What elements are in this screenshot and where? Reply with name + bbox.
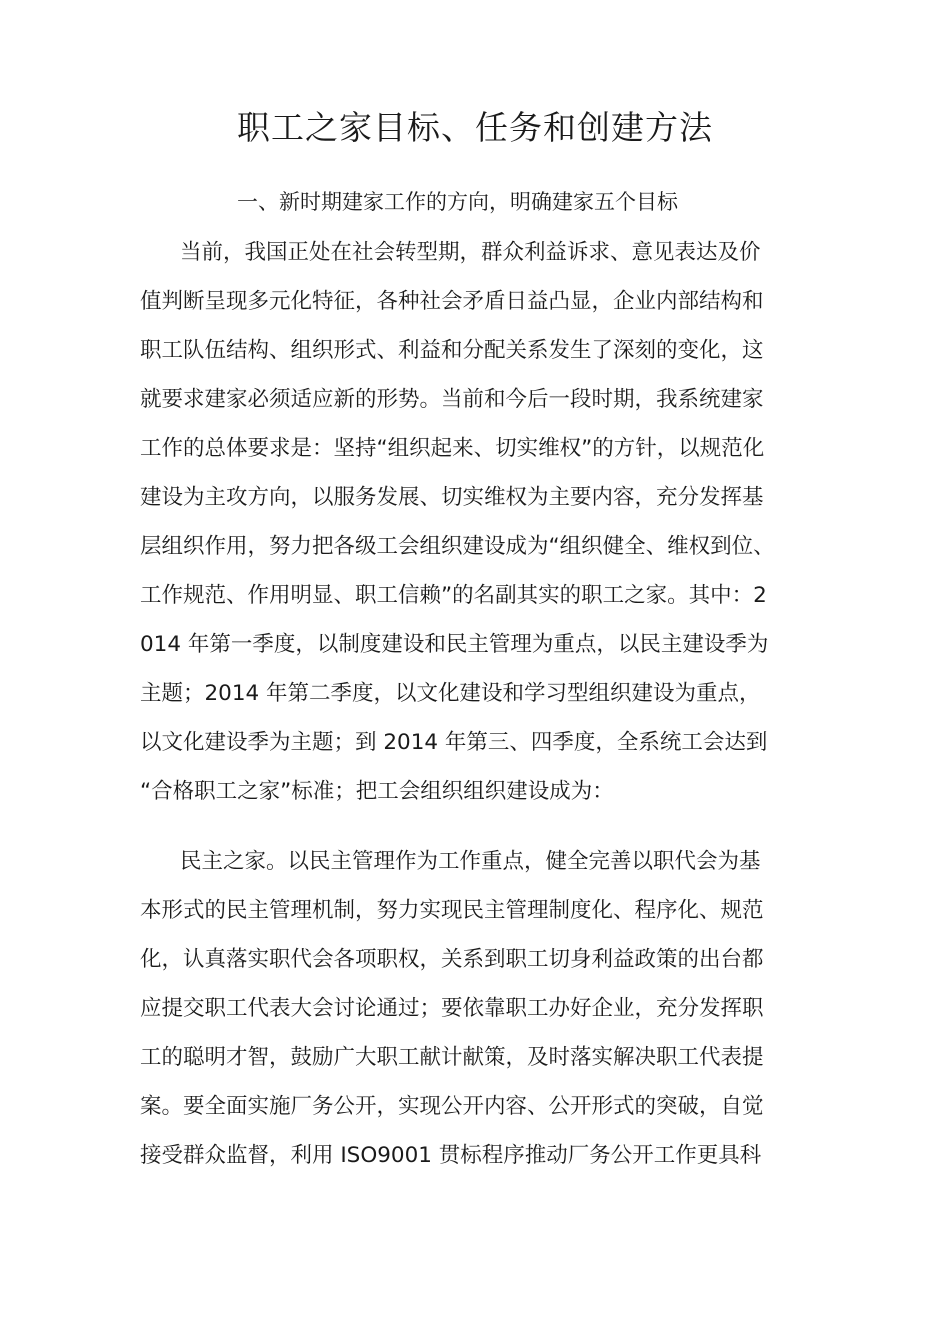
paragraph-line: 当前，我国正处在社会转型期，群众利益诉求、意见表达及价 bbox=[180, 240, 761, 265]
paragraph-democratic-home bbox=[140, 837, 840, 1180]
paragraph-line: 以文化建设季为主题；到 2014 年第三、四季度，全系统工会达到 bbox=[140, 730, 768, 755]
paragraph-line: 接受群众监督，利用 ISO9001 贯标程序推动厂务公开工作更具科 bbox=[140, 1143, 762, 1168]
section-heading: 一、新时期建家工作的方向，明确建家五个目标 bbox=[237, 190, 678, 214]
paragraph-line: 014 年第一季度，以制度建设和民主管理为重点，以民主建设季为 bbox=[140, 632, 769, 657]
paragraph-line: 职工队伍结构、组织形式、利益和分配关系发生了深刻的变化，这 bbox=[140, 338, 764, 363]
paragraph-line: 工作的总体要求是：坚持“组织起来、切实维权”的方针，以规范化 bbox=[140, 436, 765, 461]
paragraph-intro bbox=[140, 228, 840, 816]
paragraph-line: 工作规范、作用明显、职工信赖”的名副其实的职工之家。其中：2 bbox=[140, 583, 767, 608]
paragraph-line: 就要求建家必须适应新的形势。当前和今后一段时期，我系统建家 bbox=[140, 387, 764, 412]
document-title: 职工之家目标、任务和创建方法 bbox=[237, 108, 713, 147]
paragraph-line: 工的聪明才智，鼓励广大职工献计献策，及时落实解决职工代表提 bbox=[140, 1045, 764, 1070]
paragraph-line: 值判断呈现多元化特征，各种社会矛盾日益凸显，企业内部结构和 bbox=[140, 289, 764, 314]
paragraph-line: 层组织作用，努力把各级工会组织建设成为“组织健全、维权到位、 bbox=[140, 534, 775, 559]
paragraph-line: 主题；2014 年第二季度，以文化建设和学习型组织建设为重点， bbox=[140, 681, 761, 706]
paragraph-line: 应提交职工代表大会讨论通过；要依靠职工办好企业，充分发挥职 bbox=[140, 996, 764, 1021]
paragraph-line: 建设为主攻方向，以服务发展、切实维权为主要内容，充分发挥基 bbox=[140, 485, 764, 510]
paragraph-line: 民主之家。以民主管理作为工作重点，健全完善以职代会为基 bbox=[180, 849, 761, 874]
paragraph-line: “合格职工之家”标准；把工会组织组织建设成为： bbox=[140, 779, 614, 804]
paragraph-line: 化，认真落实职代会各项职权，关系到职工切身利益政策的出台都 bbox=[140, 947, 764, 972]
paragraph-line: 本形式的民主管理机制，努力实现民主管理制度化、程序化、规范 bbox=[140, 898, 764, 923]
paragraph-line: 案。要全面实施厂务公开，实现公开内容、公开形式的突破，自觉 bbox=[140, 1094, 764, 1119]
